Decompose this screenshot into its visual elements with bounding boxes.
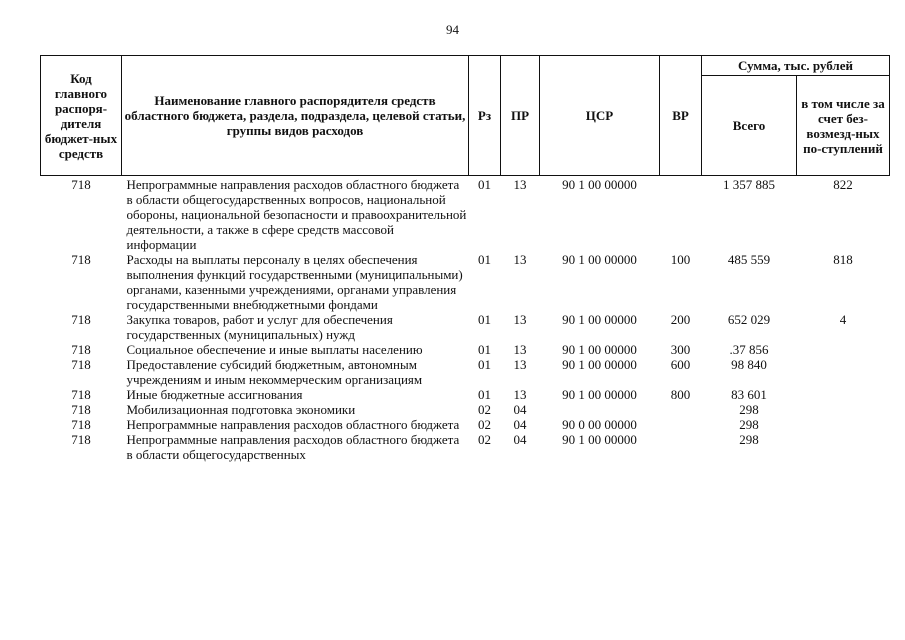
cell-nonrepay: 822 <box>833 177 853 192</box>
cell-vr: 600 <box>670 357 691 372</box>
cell-rz: 01 <box>478 252 491 267</box>
cell-total: 98 840 <box>731 357 767 372</box>
cell-vr: 100 <box>670 252 691 267</box>
cell-code: 718 <box>71 357 91 372</box>
cell-code: 718 <box>71 432 91 447</box>
cell-code: 718 <box>71 417 91 432</box>
table-row <box>41 342 890 357</box>
cell-code: 718 <box>71 252 91 267</box>
cell-total: 485 559 <box>727 252 771 267</box>
cell-pr: 13 <box>513 312 527 327</box>
table-row <box>41 312 890 342</box>
cell-csr: 90 1 00 00000 <box>562 357 637 372</box>
cell-csr: 90 1 00 00000 <box>562 387 637 402</box>
cell-rz: 01 <box>478 312 491 327</box>
table-row <box>41 176 890 253</box>
cell-name: Предоставление субсидий бюджетным, автономным учреждениям и иным некоммерческим организациям <box>126 357 423 387</box>
cell-nonrepay <box>797 387 890 402</box>
cell-total: 298 <box>739 417 759 432</box>
cell-csr: 90 0 00 00000 <box>562 417 637 432</box>
cell-rz: 02 <box>478 432 491 447</box>
cell-rz: 02 <box>478 402 491 417</box>
cell-vr <box>660 176 702 253</box>
table-row <box>41 417 890 432</box>
table-body <box>41 176 890 463</box>
cell-pr: 13 <box>513 252 527 267</box>
cell-code: 718 <box>71 312 91 327</box>
cell-name: Социальное обеспечение и иные выплаты населению <box>126 342 423 357</box>
cell-csr: 90 1 00 00000 <box>562 177 637 192</box>
cell-pr: 04 <box>513 402 527 417</box>
cell-vr: 300 <box>670 342 691 357</box>
header-total: Всего <box>702 76 797 176</box>
cell-code: 718 <box>71 342 91 357</box>
cell-name: Непрограммные направления расходов областного бюджета в области общегосударственных вопросов, национальной обороны, национальной безопасности и правоохранительной деятельности, а также в сфере средств массовой информации <box>126 177 467 252</box>
header-name: Наименование главного распорядителя средств областного бюджета, раздела, подраздела, целевой статьи, группы видов расходов <box>122 56 469 176</box>
cell-pr: 13 <box>513 387 527 402</box>
cell-name: Закупка товаров, работ и услуг для обеспечения государственных (муниципальных) нужд <box>126 312 393 342</box>
table-row <box>41 252 890 312</box>
cell-csr: 90 1 00 00000 <box>562 312 637 327</box>
cell-vr: 200 <box>670 312 691 327</box>
cell-pr: 13 <box>513 357 527 372</box>
cell-nonrepay <box>797 432 890 462</box>
table-row <box>41 402 890 417</box>
cell-pr: 04 <box>513 417 527 432</box>
cell-csr: 90 1 00 00000 <box>562 252 637 267</box>
cell-nonrepay: 818 <box>833 252 853 267</box>
cell-code: 718 <box>71 387 91 402</box>
cell-name: Расходы на выплаты персоналу в целях обеспечения выполнения функций государственными (муниципальными) органами, казенными учреждениями, органами управления государственными внебюджетными фондами <box>126 252 463 312</box>
table-row <box>41 387 890 402</box>
table-header <box>41 56 890 176</box>
cell-vr <box>660 432 702 462</box>
header-vr: ВР <box>660 56 702 176</box>
cell-total: 652 029 <box>727 312 771 327</box>
cell-name: Непрограммные направления расходов областного бюджета <box>126 417 460 432</box>
cell-rz: 01 <box>478 357 491 372</box>
cell-total: 83 601 <box>731 387 767 402</box>
cell-name: Иные бюджетные ассигнования <box>126 387 303 402</box>
cell-nonrepay <box>797 402 890 417</box>
cell-csr: 90 1 00 00000 <box>562 342 637 357</box>
cell-rz: 01 <box>478 342 491 357</box>
header-nonrepay: в том числе за счет без-возмезд-ных по-ступлений <box>797 76 890 176</box>
header-pr: ПР <box>501 56 540 176</box>
cell-nonrepay: 4 <box>839 312 847 327</box>
header-code: Код главного распоря-дителя бюджет-ных средств <box>41 56 122 176</box>
budget-table <box>40 55 890 462</box>
cell-nonrepay <box>797 417 890 432</box>
page-number: 94 <box>446 22 459 37</box>
cell-code: 718 <box>71 402 91 417</box>
cell-nonrepay <box>797 342 890 357</box>
header-csr: ЦСР <box>540 56 660 176</box>
cell-csr <box>540 402 660 417</box>
cell-pr: 13 <box>513 342 527 357</box>
header-rz: Рз <box>469 56 501 176</box>
cell-total: 1 357 885 <box>723 177 775 192</box>
cell-name: Непрограммные направления расходов областного бюджета в области общегосударственных <box>126 432 460 462</box>
cell-code: 718 <box>71 177 91 192</box>
cell-rz: 01 <box>478 387 491 402</box>
cell-vr: 800 <box>670 387 691 402</box>
cell-total: 298 <box>739 402 759 417</box>
cell-total: 298 <box>739 432 759 447</box>
table-row <box>41 357 890 387</box>
header-sum: Сумма, тыс. рублей <box>702 56 890 76</box>
cell-csr: 90 1 00 00000 <box>562 432 637 447</box>
cell-rz: 01 <box>478 177 491 192</box>
cell-nonrepay <box>797 357 890 387</box>
cell-rz: 02 <box>478 417 491 432</box>
cell-pr: 13 <box>513 177 527 192</box>
cell-total: .37 856 <box>729 342 769 357</box>
cell-vr <box>660 402 702 417</box>
table-row <box>41 432 890 462</box>
cell-pr: 04 <box>513 432 527 447</box>
cell-vr <box>660 417 702 432</box>
cell-name: Мобилизационная подготовка экономики <box>126 402 356 417</box>
